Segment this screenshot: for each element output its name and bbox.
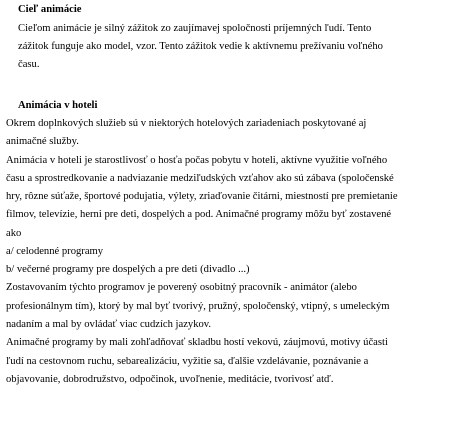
- paragraph-line: Cieľom animácie je silný zážitok zo zaujímavej spoločnosti príjemných ľudí. Tento: [18, 23, 372, 34]
- paragraph-line: Animačné programy by mali zohľadňovať skladbu hostí vekovú, záujmovú, motivy účasti: [6, 337, 388, 348]
- paragraph-line: ako: [6, 228, 22, 239]
- paragraph-line: Okrem doplnkových služieb sú v niektorých hotelových zariadeniach poskytované aj: [6, 118, 367, 129]
- paragraph-line: nadaním a mal by ovládať viac cudzích jazykov.: [6, 319, 212, 330]
- paragraph-line: ľudí na cestovnom ruchu, sebarealizáciu, vyžitie sa, ďalšie vzdelávanie, poznávanie a: [6, 356, 369, 367]
- paragraph-line: Animácia v hoteli je starostlivosť o hosťa počas pobytu v hoteli, aktívne využitie voľného: [6, 155, 388, 166]
- paragraph-line: času.: [18, 59, 40, 70]
- paragraph-line: objavovanie, dobrodružstvo, odpočinok, uvoľnenie, meditácie, tvorivosť atď.: [6, 374, 334, 385]
- paragraph-line: profesionálnym tím), ktorý by mal byť tvorivý, pružný, spoločenský, vtipný, s umeleckým: [6, 301, 390, 312]
- list-item: b/ večerné programy pre dospelých a pre deti (divadlo ...): [6, 264, 250, 275]
- section-heading: Cieľ animácie: [18, 4, 82, 15]
- paragraph-line: hry, rôzne súťaže, športové podujatia, výlety, zriaďovanie čitárni, miestností pre premietanie: [6, 191, 398, 202]
- section-heading: Animácia v hoteli: [18, 100, 98, 111]
- paragraph-line: filmov, televízie, herni pre deti, dospelých a pod. Animačné programy môžu byť zostavené: [6, 209, 392, 220]
- paragraph-line: Zostavovaním týchto programov je poverený osobitný pracovník - animátor (alebo: [6, 282, 357, 293]
- list-item: a/ celodenné programy: [6, 246, 104, 257]
- paragraph-line: zážitok funguje ako model, vzor. Tento zážitok vedie k aktívnemu prežívaniu voľného: [18, 41, 383, 52]
- paragraph-line: času a sprostredkovanie a nadviazanie medziľudských vzťahov ako sú zábava (spoločenské: [6, 173, 394, 184]
- paragraph-line: animačné služby.: [6, 136, 79, 147]
